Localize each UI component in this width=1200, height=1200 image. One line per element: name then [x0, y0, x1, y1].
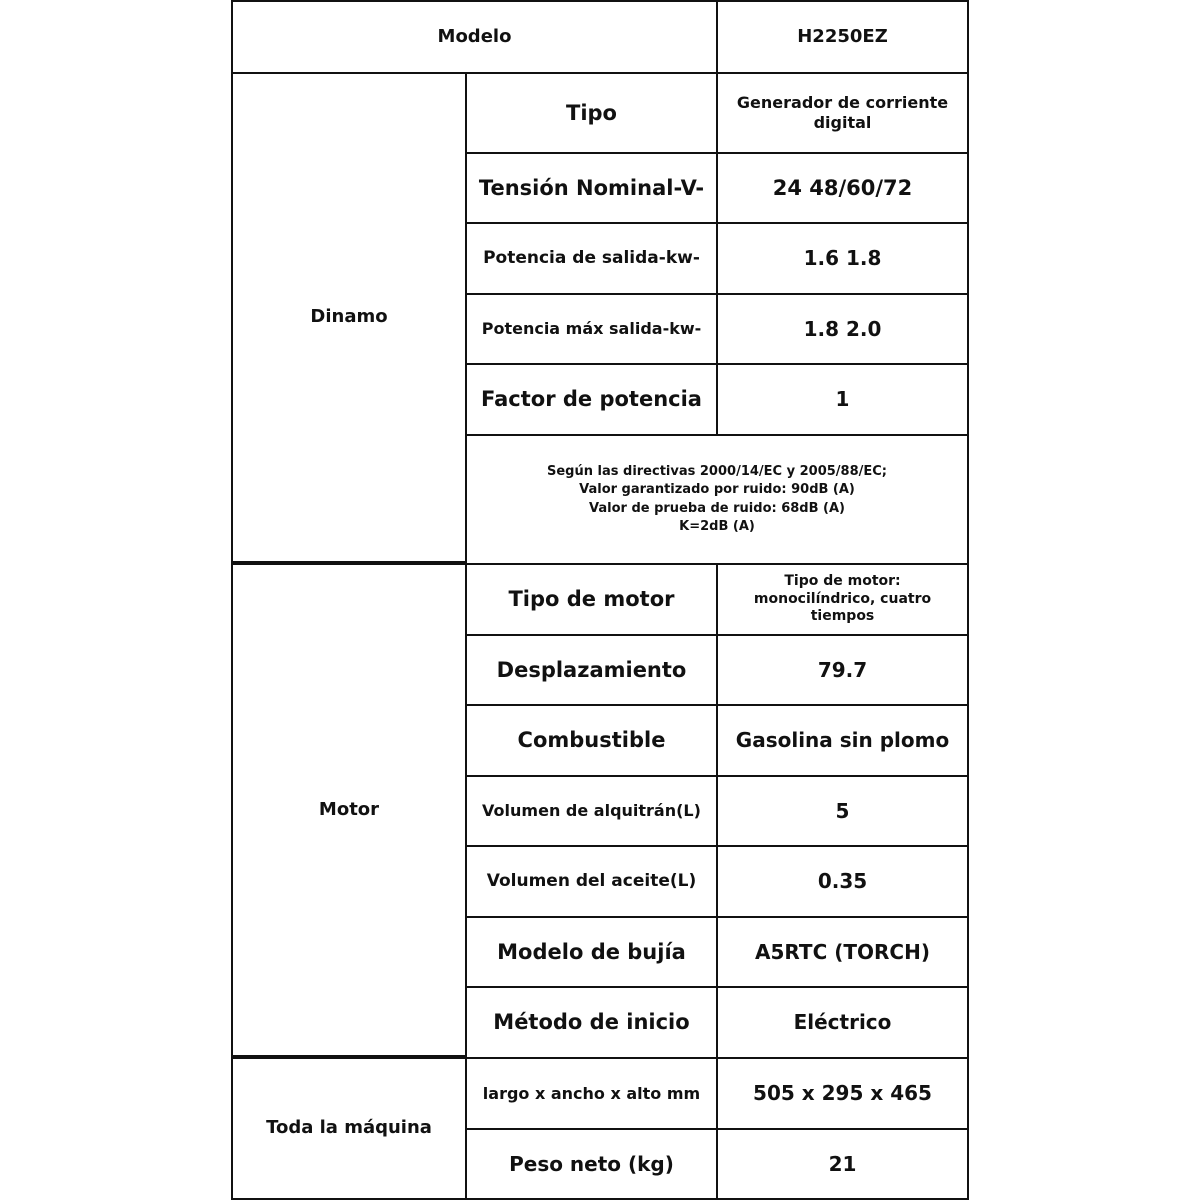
group-motor-label: Motor	[318, 798, 380, 820]
motor-row-label: Modelo de bujía	[465, 916, 718, 988]
dinamo-row-value: 1.8 2.0	[716, 293, 969, 365]
model-value-cell	[716, 0, 969, 74]
dinamo-row-label: Factor de potencia	[465, 363, 718, 436]
motor-row-value: 79.7	[716, 634, 969, 706]
model-value: H2250EZ	[797, 25, 888, 47]
dinamo-row-label: Tipo	[465, 72, 718, 154]
group-dinamo-label: Dinamo	[310, 306, 388, 328]
maquina-row-label: Peso neto (kg)	[465, 1128, 718, 1200]
maquina-row-value: 505 x 295 x 465	[716, 1057, 969, 1130]
motor-row-value: 0.35	[716, 845, 969, 918]
model-label: Modelo	[437, 25, 512, 47]
motor-row-label: Combustible	[465, 704, 718, 777]
noise-note-text: Según las directivas 2000/14/EC y 2005/88/EC; Valor garantizado por ruido: 90dB (A) Valor de prueba de ruido: 68dB (A) K=2dB (A)	[547, 464, 887, 534]
motor-row-label: Volumen del aceite(L)	[465, 845, 718, 918]
motor-row-label: Desplazamiento	[465, 634, 718, 706]
dinamo-noise-note	[465, 434, 969, 565]
maquina-row-label: largo x ancho x alto mm	[465, 1057, 718, 1130]
dinamo-row-value: 1	[716, 363, 969, 436]
dinamo-row-value: 24 48/60/72	[716, 152, 969, 224]
dinamo-row-label: Potencia de salida-kw-	[465, 222, 718, 295]
group-maquina	[231, 1057, 467, 1200]
motor-row-value: 5	[716, 775, 969, 847]
group-dinamo	[231, 72, 467, 563]
dinamo-row-label: Tensión Nominal-V-	[465, 152, 718, 224]
group-motor	[231, 563, 467, 1057]
motor-row-label: Tipo de motor	[465, 563, 718, 636]
maquina-row-value: 21	[716, 1128, 969, 1200]
motor-row-value: Tipo de motor: monocilíndrico, cuatro tiempos	[716, 563, 969, 636]
motor-row-value: Gasolina sin plomo	[716, 704, 969, 777]
dinamo-row-value: Generador de corriente digital	[716, 72, 969, 154]
motor-row-label: Volumen de alquitrán(L)	[465, 775, 718, 847]
motor-row-value: Eléctrico	[716, 986, 969, 1059]
dinamo-row-value: 1.6 1.8	[716, 222, 969, 295]
dinamo-row-label: Potencia máx salida-kw-	[465, 293, 718, 365]
model-label-cell	[231, 0, 718, 74]
motor-row-value: A5RTC (TORCH)	[716, 916, 969, 988]
motor-row-label: Método de inicio	[465, 986, 718, 1059]
group-maquina-label: Toda la máquina	[266, 1117, 432, 1139]
